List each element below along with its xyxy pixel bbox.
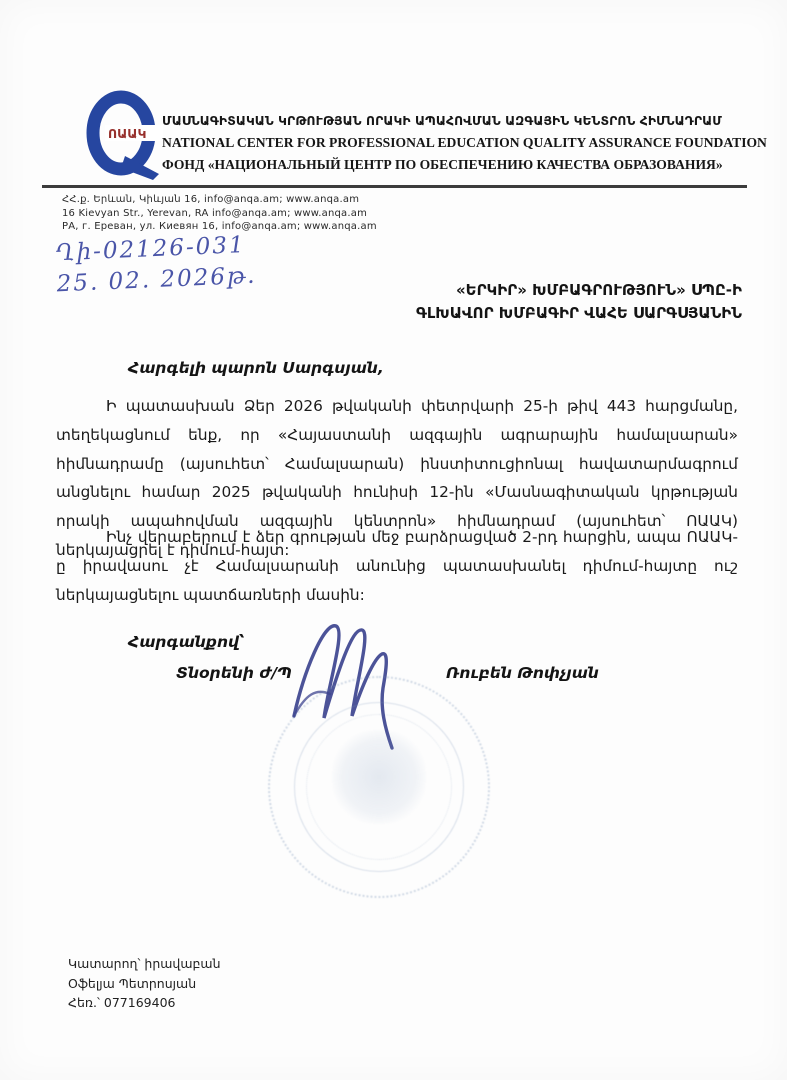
body-paragraph-2: Ինչ վերաբերում է ձեր գրության մեջ բարձրացված 2-րդ հարցին, ապա ՈԱԱԿ-ը իրավասու չէ Համալսարանի անունից պատասխանել դիմում-հայտը ուշ ներկայացնելու պատճառների մասին: [56, 528, 738, 604]
org-name-armenian: ՄԱՍՆԱԳԻՏԱԿԱՆ ԿՐԹՈՒԹՅԱՆ ՈՐԱԿԻ ԱՊԱՀՈՎՄԱՆ ԱԶԳԱՅԻՆ ԿԵՆՏՐՈՆ ՀԻՄՆԱԴՐԱՄ [162, 114, 722, 128]
header-divider [42, 185, 747, 188]
signer-name: Ռուբեն Թոփչյան [446, 664, 599, 682]
org-name-russian: ФОНД «НАЦИОНАЛЬНЫЙ ЦЕНТР ПО ОБЕСПЕЧЕНИЮ КАЧЕСТВА ОБРАЗОВАНИЯ» [162, 157, 723, 172]
reference-number: Ղի-02126-031 [54, 232, 247, 267]
logo-band-text: ՈԱԱԿ [108, 126, 147, 141]
recipient-block [330, 279, 742, 325]
signer-title: Տնօրենի ժ/Պ [176, 664, 293, 682]
handwritten-reference [55, 230, 257, 301]
logo-q-icon [85, 88, 163, 186]
org-name-english: NATIONAL CENTER FOR PROFESSIONAL EDUCATION QUALITY ASSURANCE FOUNDATION [162, 135, 767, 150]
contact-line-armenian: ՀՀ.ք. Երևան, Կիևյան 16, info@anqa.am; www.anqa.am [62, 194, 360, 205]
recipient-person: ԳԼԽԱՎՈՐ ԽՄԲԱԳԻՐ ՎԱՀԵ ՍԱՐԳՍՅԱՆԻՆ [415, 304, 742, 322]
closing-regards: Հարգանքով՝ [128, 633, 245, 651]
contact-line-russian: РА, г. Ереван, ул. Киевян 16, info@anqa.am; www.anqa.am [62, 221, 377, 232]
contact-block [62, 193, 377, 234]
letterhead [162, 110, 767, 176]
official-stamp [268, 676, 490, 898]
reference-date: 25. 02. 2026թ. [56, 262, 257, 298]
executor-name: Օֆելյա Պետրոսյան [68, 975, 197, 991]
contact-line-english: 16 Kievyan Str., Yerevan, RA info@anqa.am; www.anqa.am [62, 207, 368, 219]
executor-role: Կատարող՝ իրավաբան [68, 956, 221, 971]
body-paragraph-1: Ի պատասխան Ձեր 2026 թվականի փետրվարի 25-ի թիվ 443 հարցմանը, տեղեկացնում ենք, որ «Հայաստանի ազգային ագրարային համալսարան» հիմնադրամը (այսուհետ՝ Համալսարան) ինստիտուցիոնալ հավատարմագրում անցնելու համար 2025 թվականի հունիսի 12-ին «Մասնագիտական կրթության որակի ապահովման ազգային կենտրոն» հիմնադրամ (այսուհետ՝ ՈԱԱԿ) ներկայացրել է դիմում-հայտ: [56, 397, 738, 559]
stamp-emblem [332, 730, 426, 824]
executor-block [68, 954, 221, 1013]
salutation: Հարգելի պարոն Սարգսյան, [128, 359, 384, 377]
recipient-organization: «ԵՐԿԻՐ» ԽՄԲԱԳՐՈՒԹՅՈՒՆ» ՍՊԸ-Ի [455, 281, 742, 299]
anqa-logo-icon [85, 88, 163, 186]
executor-phone: Հեռ.՝ 077169406 [68, 995, 176, 1010]
